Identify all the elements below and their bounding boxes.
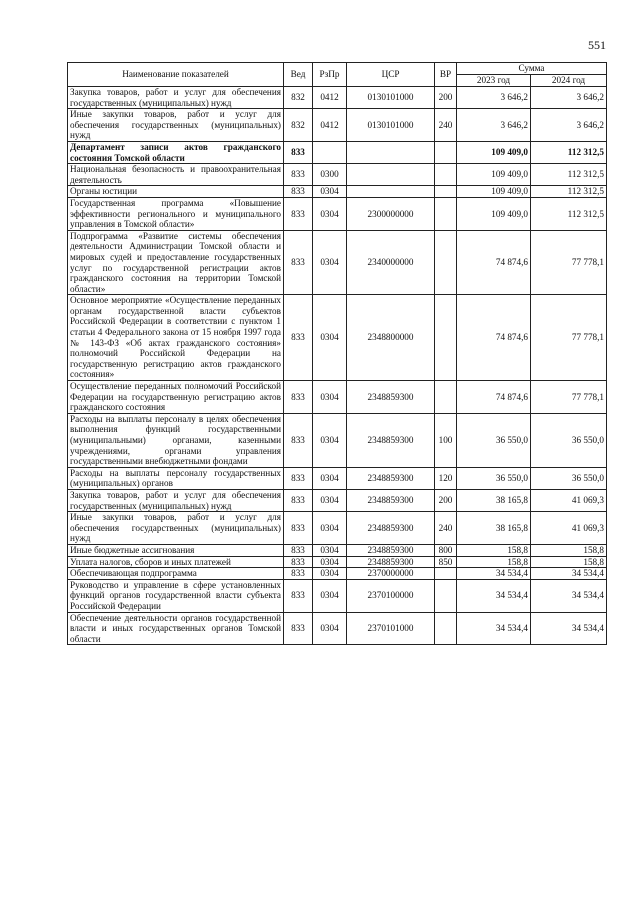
cell-ved: 833 xyxy=(284,612,313,645)
cell-sum-2023: 3 646,2 xyxy=(457,109,531,142)
cell-sum-2024: 112 312,5 xyxy=(531,186,607,198)
cell-rzpr: 0304 xyxy=(313,512,347,545)
table-row xyxy=(68,230,607,295)
cell-name: Обеспечивающая подпрограмма xyxy=(68,568,284,580)
cell-name: Закупка товаров, работ и услуг для обеспечения государственных (муниципальных) нужд xyxy=(68,87,284,109)
cell-vr: 120 xyxy=(435,467,457,489)
cell-vr: 100 xyxy=(435,413,457,467)
cell-name: Иные закупки товаров, работ и услуг для обеспечения государственных (муниципальных) нужд xyxy=(68,512,284,545)
cell-ved: 833 xyxy=(284,230,313,295)
cell-ved: 832 xyxy=(284,87,313,109)
cell-rzpr: 0304 xyxy=(313,295,347,381)
cell-csr xyxy=(347,141,435,163)
table-row xyxy=(68,164,607,186)
cell-vr xyxy=(435,197,457,230)
cell-csr: 2348859300 xyxy=(347,556,435,568)
cell-rzpr: 0304 xyxy=(313,230,347,295)
cell-sum-2023: 74 874,6 xyxy=(457,381,531,414)
table-row xyxy=(68,489,607,511)
cell-sum-2024: 158,8 xyxy=(531,556,607,568)
cell-sum-2023: 109 409,0 xyxy=(457,186,531,198)
cell-sum-2023: 74 874,6 xyxy=(457,295,531,381)
cell-rzpr: 0304 xyxy=(313,612,347,645)
budget-table xyxy=(67,62,607,645)
cell-sum-2023: 109 409,0 xyxy=(457,197,531,230)
cell-vr xyxy=(435,381,457,414)
cell-csr: 2370101000 xyxy=(347,612,435,645)
table-row xyxy=(68,467,607,489)
table-row xyxy=(68,568,607,580)
cell-name: Осуществление переданных полномочий Российской Федерации на государственную регистрацию актов гражданского состояния xyxy=(68,381,284,414)
cell-vr xyxy=(435,230,457,295)
cell-ved: 833 xyxy=(284,381,313,414)
cell-rzpr: 0304 xyxy=(313,568,347,580)
cell-sum-2023: 34 534,4 xyxy=(457,579,531,612)
header-year-2024: 2024 год xyxy=(531,75,607,87)
cell-sum-2023: 36 550,0 xyxy=(457,413,531,467)
cell-sum-2024: 112 312,5 xyxy=(531,141,607,163)
cell-rzpr: 0304 xyxy=(313,381,347,414)
cell-csr: 2348800000 xyxy=(347,295,435,381)
cell-ved: 833 xyxy=(284,568,313,580)
cell-name: Основное мероприятие «Осуществление переданных органам государственной власти субъектов Российской Федерации в соответствии с пунктом 1 статьи 4 Федерального закона от 15 ноября 1997 года № 143-ФЗ «Об актах гражданского состояния» полномочий Российской Федерации на государственную регистрацию актов гражданского состояния» xyxy=(68,295,284,381)
header-ved: Вед xyxy=(284,63,313,87)
cell-rzpr: 0412 xyxy=(313,109,347,142)
cell-rzpr: 0412 xyxy=(313,87,347,109)
table-row xyxy=(68,544,607,556)
cell-name: Закупка товаров, работ и услуг для обеспечения государственных (муниципальных) нужд xyxy=(68,489,284,511)
cell-name: Уплата налогов, сборов и иных платежей xyxy=(68,556,284,568)
table-row xyxy=(68,556,607,568)
cell-sum-2024: 112 312,5 xyxy=(531,164,607,186)
cell-vr xyxy=(435,579,457,612)
cell-vr: 240 xyxy=(435,512,457,545)
cell-csr: 0130101000 xyxy=(347,109,435,142)
cell-csr xyxy=(347,164,435,186)
cell-vr xyxy=(435,186,457,198)
header-year-2023: 2023 год xyxy=(457,75,531,87)
cell-name: Руководство и управление в сфере установленных функций органов государственной власти субъекта Российской Федерации xyxy=(68,579,284,612)
header-rzpr: РзПр xyxy=(313,63,347,87)
cell-name: Расходы на выплаты персоналу государственных (муниципальных) органов xyxy=(68,467,284,489)
header-sum: Сумма xyxy=(457,63,607,75)
header-name: Наименование показателей xyxy=(68,63,284,87)
cell-sum-2024: 34 534,4 xyxy=(531,568,607,580)
cell-rzpr: 0304 xyxy=(313,579,347,612)
cell-ved: 833 xyxy=(284,413,313,467)
cell-csr: 2340000000 xyxy=(347,230,435,295)
cell-ved: 833 xyxy=(284,141,313,163)
cell-sum-2023: 34 534,4 xyxy=(457,612,531,645)
cell-sum-2023: 34 534,4 xyxy=(457,568,531,580)
table-row xyxy=(68,87,607,109)
cell-name: Национальная безопасность и правоохранительная деятельность xyxy=(68,164,284,186)
cell-ved: 833 xyxy=(284,489,313,511)
cell-csr: 2348859300 xyxy=(347,413,435,467)
table-row xyxy=(68,109,607,142)
cell-sum-2024: 36 550,0 xyxy=(531,467,607,489)
header-csr: ЦСР xyxy=(347,63,435,87)
cell-vr xyxy=(435,295,457,381)
cell-sum-2024: 77 778,1 xyxy=(531,381,607,414)
cell-csr: 2348859300 xyxy=(347,544,435,556)
header-vr: ВР xyxy=(435,63,457,87)
table-row xyxy=(68,197,607,230)
header-row xyxy=(68,63,607,75)
cell-ved: 833 xyxy=(284,579,313,612)
cell-sum-2024: 41 069,3 xyxy=(531,512,607,545)
cell-sum-2024: 77 778,1 xyxy=(531,230,607,295)
cell-ved: 833 xyxy=(284,164,313,186)
cell-sum-2023: 158,8 xyxy=(457,556,531,568)
cell-sum-2024: 112 312,5 xyxy=(531,197,607,230)
cell-sum-2023: 38 165,8 xyxy=(457,489,531,511)
cell-vr xyxy=(435,164,457,186)
cell-ved: 833 xyxy=(284,186,313,198)
cell-vr: 800 xyxy=(435,544,457,556)
cell-sum-2023: 109 409,0 xyxy=(457,141,531,163)
cell-csr: 2348859300 xyxy=(347,467,435,489)
cell-name: Обеспечение деятельности органов государственной власти и иных государственных органов Томской области xyxy=(68,612,284,645)
cell-ved: 832 xyxy=(284,109,313,142)
cell-vr: 200 xyxy=(435,87,457,109)
cell-sum-2023: 158,8 xyxy=(457,544,531,556)
cell-csr xyxy=(347,186,435,198)
cell-sum-2023: 36 550,0 xyxy=(457,467,531,489)
cell-vr xyxy=(435,141,457,163)
page-number: 551 xyxy=(588,38,606,52)
cell-sum-2024: 3 646,2 xyxy=(531,109,607,142)
cell-name: Иные закупки товаров, работ и услуг для обеспечения государственных (муниципальных) нужд xyxy=(68,109,284,142)
cell-sum-2024: 77 778,1 xyxy=(531,295,607,381)
cell-ved: 833 xyxy=(284,197,313,230)
cell-vr: 850 xyxy=(435,556,457,568)
cell-csr: 2370000000 xyxy=(347,568,435,580)
cell-ved: 833 xyxy=(284,544,313,556)
cell-sum-2024: 34 534,4 xyxy=(531,579,607,612)
table-row xyxy=(68,295,607,381)
cell-sum-2024: 3 646,2 xyxy=(531,87,607,109)
cell-csr: 0130101000 xyxy=(347,87,435,109)
cell-sum-2023: 109 409,0 xyxy=(457,164,531,186)
table-body xyxy=(68,87,607,645)
cell-rzpr: 0304 xyxy=(313,186,347,198)
cell-csr: 2370100000 xyxy=(347,579,435,612)
cell-rzpr xyxy=(313,141,347,163)
cell-vr xyxy=(435,568,457,580)
table-row xyxy=(68,186,607,198)
cell-sum-2023: 3 646,2 xyxy=(457,87,531,109)
cell-csr: 2348859300 xyxy=(347,381,435,414)
cell-name: Органы юстиции xyxy=(68,186,284,198)
cell-sum-2024: 34 534,4 xyxy=(531,612,607,645)
cell-rzpr: 0304 xyxy=(313,544,347,556)
cell-rzpr: 0304 xyxy=(313,489,347,511)
cell-ved: 833 xyxy=(284,556,313,568)
cell-vr: 240 xyxy=(435,109,457,142)
table-row xyxy=(68,579,607,612)
cell-name: Иные бюджетные ассигнования xyxy=(68,544,284,556)
cell-name: Государственная программа «Повышение эффективности регионального и муниципального управления в Томской области» xyxy=(68,197,284,230)
cell-sum-2023: 38 165,8 xyxy=(457,512,531,545)
cell-csr: 2348859300 xyxy=(347,489,435,511)
cell-name: Департамент записи актов гражданского состояния Томской области xyxy=(68,141,284,163)
table-row xyxy=(68,512,607,545)
cell-sum-2024: 41 069,3 xyxy=(531,489,607,511)
cell-csr: 2348859300 xyxy=(347,512,435,545)
cell-rzpr: 0304 xyxy=(313,413,347,467)
cell-vr: 200 xyxy=(435,489,457,511)
cell-vr xyxy=(435,612,457,645)
cell-sum-2024: 36 550,0 xyxy=(531,413,607,467)
table-row xyxy=(68,413,607,467)
table-row xyxy=(68,612,607,645)
cell-rzpr: 0304 xyxy=(313,467,347,489)
cell-ved: 833 xyxy=(284,512,313,545)
cell-name: Подпрограмма «Развитие системы обеспечения деятельности Администрации Томской области и мировых судей и предоставление государственных услуг по государственной регистрации актов гражданского состояния на территории Томской области» xyxy=(68,230,284,295)
table-row xyxy=(68,141,607,163)
cell-rzpr: 0300 xyxy=(313,164,347,186)
cell-sum-2023: 74 874,6 xyxy=(457,230,531,295)
cell-sum-2024: 158,8 xyxy=(531,544,607,556)
cell-rzpr: 0304 xyxy=(313,197,347,230)
cell-ved: 833 xyxy=(284,467,313,489)
cell-ved: 833 xyxy=(284,295,313,381)
table-row xyxy=(68,381,607,414)
cell-rzpr: 0304 xyxy=(313,556,347,568)
cell-csr: 2300000000 xyxy=(347,197,435,230)
cell-name: Расходы на выплаты персоналу в целях обеспечения выполнения функций государственными (муниципальными) органами, казенными учреждениями, органами управления государственными внебюджетными фондами xyxy=(68,413,284,467)
